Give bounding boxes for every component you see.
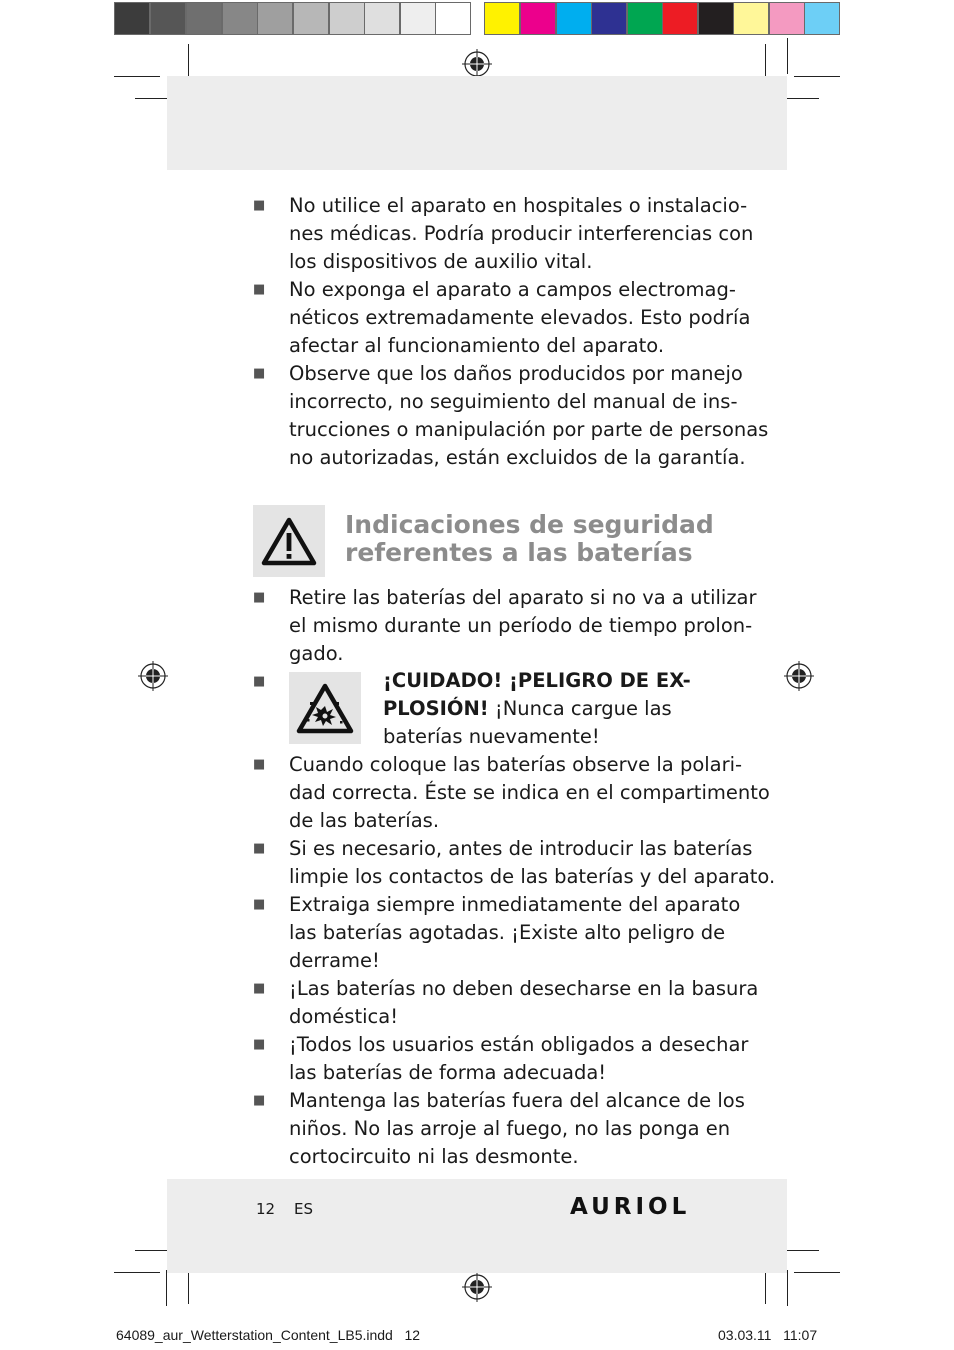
list-item: ■ Retire las baterías del aparato si no va a utilizar el mismo durante un período de tiempo prolon- gado. bbox=[253, 586, 757, 665]
color-swatch bbox=[804, 2, 840, 35]
page-footer-band bbox=[167, 1179, 787, 1273]
bullet-square-icon: ■ bbox=[253, 282, 266, 297]
list-item: ■ Extraiga siempre inmediatamente del aparato las baterías agotadas. ¡Existe alto peligro de derrame! bbox=[253, 893, 741, 972]
color-swatch bbox=[769, 2, 805, 35]
color-swatch bbox=[257, 2, 293, 35]
list-item: ■ Mantenga las baterías fuera del alcance de los niños. No las arroje al fuego, no las ponga en cortocircuito ni las desmonte. bbox=[253, 1089, 745, 1168]
list-item: ■ No utilice el aparato en hospitales o instalacio- nes médicas. Podría producir interferencias con los dispositivos de auxilio vital. bbox=[253, 194, 754, 273]
list-item: ■ No exponga el aparato a campos electromag- néticos extremadamente elevados. Esto podría afectar al funcionamiento del aparato. bbox=[253, 278, 751, 357]
color-swatch bbox=[484, 2, 520, 35]
color-swatch bbox=[591, 2, 627, 35]
page-header-band bbox=[167, 76, 787, 170]
explosion-warning-box bbox=[289, 672, 361, 744]
list-item: ■ Cuando coloque las baterías observe la polari- dad correcta. Éste se indica en el compartimento de las baterías. bbox=[253, 753, 770, 832]
warning-box bbox=[253, 505, 325, 577]
color-swatch bbox=[114, 2, 150, 35]
color-swatch bbox=[329, 2, 365, 35]
color-swatch bbox=[627, 2, 663, 35]
bullet-square-icon: ■ bbox=[253, 590, 266, 605]
bullet-square-icon: ■ bbox=[253, 1037, 266, 1052]
bullet-square-icon: ■ bbox=[253, 841, 266, 856]
color-swatch bbox=[556, 2, 592, 35]
danger-text: ¡CUIDADO! ¡PELIGRO DE EX- PLOSIÓN! ¡Nunca cargue las baterías nuevamente! bbox=[383, 669, 691, 748]
bullet-square-icon: ■ bbox=[253, 981, 266, 996]
bullet-square-icon: ■ bbox=[253, 198, 266, 213]
language-code: ES bbox=[294, 1200, 313, 1218]
color-swatch bbox=[222, 2, 258, 35]
bullet-square-icon: ■ bbox=[253, 897, 266, 912]
registration-mark-icon bbox=[462, 49, 492, 79]
color-swatch bbox=[400, 2, 436, 35]
color-swatch bbox=[150, 2, 186, 35]
registration-mark-icon bbox=[138, 661, 168, 691]
section-heading: Indicaciones de seguridad referentes a las baterías bbox=[345, 510, 714, 567]
bullet-square-icon: ■ bbox=[253, 757, 266, 772]
color-swatch bbox=[662, 2, 698, 35]
color-swatch bbox=[364, 2, 400, 35]
color-swatch bbox=[186, 2, 222, 35]
bullet-square-icon: ■ bbox=[253, 1093, 266, 1108]
page-number: 12 bbox=[256, 1200, 276, 1218]
warning-triangle-icon bbox=[253, 505, 325, 577]
color-swatch bbox=[520, 2, 556, 35]
list-item: ■ ¡Todos los usuarios están obligados a desechar las baterías de forma adecuada! bbox=[253, 1033, 749, 1084]
list-item: ■ Observe que los daños producidos por manejo incorrecto, no seguimiento del manual de ins- trucciones o manipulación por parte de personas no autorizadas, están excluidos de la garantía. bbox=[253, 362, 769, 469]
bullet-square-icon: ■ bbox=[253, 674, 266, 689]
color-swatch bbox=[293, 2, 329, 35]
color-swatch bbox=[698, 2, 734, 35]
bullet-square-icon: ■ bbox=[253, 366, 266, 381]
print-slug-date: 03.03.11 11:07 bbox=[718, 1327, 818, 1343]
explosion-hazard-icon bbox=[289, 672, 361, 744]
list-item: ■ Si es necesario, antes de introducir las baterías limpie los contactos de las baterías y del aparato. bbox=[253, 837, 776, 888]
registration-mark-icon bbox=[462, 1272, 492, 1302]
registration-mark-icon bbox=[784, 661, 814, 691]
list-item: ■ ¡Las baterías no deben desecharse en la basura doméstica! bbox=[253, 977, 759, 1028]
color-swatch bbox=[733, 2, 769, 35]
print-slug-file: 64089_aur_Wetterstation_Content_LB5.indd 12 bbox=[116, 1327, 421, 1343]
color-swatch bbox=[435, 2, 471, 35]
brand-logo: AURIOL bbox=[570, 1194, 691, 1220]
